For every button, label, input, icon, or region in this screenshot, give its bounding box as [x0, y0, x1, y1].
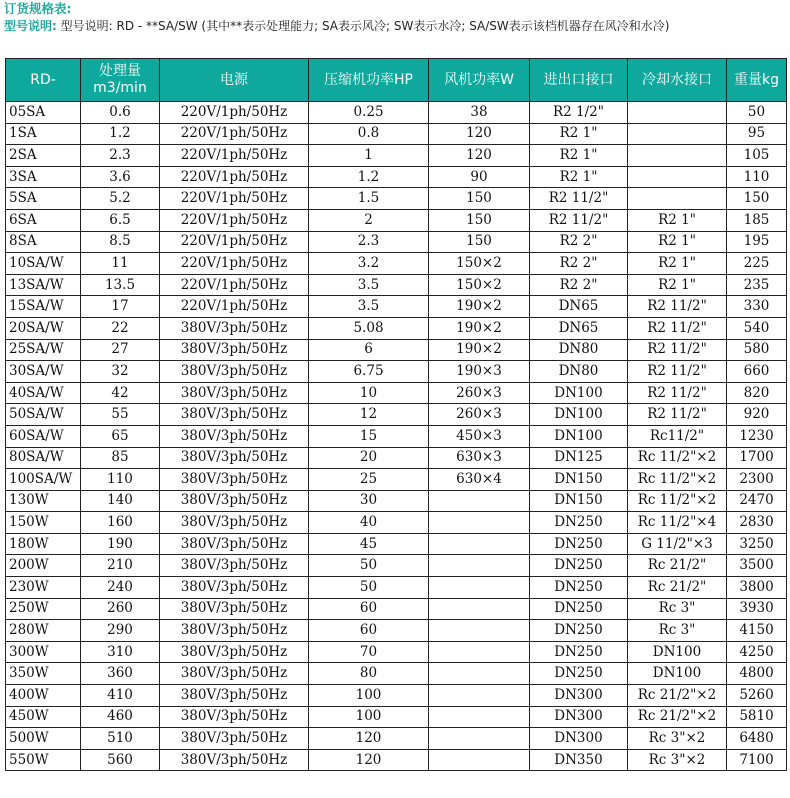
cell-inlet-outlet: DN100 — [530, 382, 628, 404]
cell-inlet-outlet: DN150 — [530, 469, 628, 491]
cell-weight: 235 — [727, 274, 787, 296]
cell-capacity: 85 — [81, 447, 160, 469]
cell-compressor-power: 1.5 — [309, 188, 429, 210]
cell-cooling-water: Rc 3" — [628, 598, 727, 620]
cell-capacity: 42 — [81, 382, 160, 404]
cell-cooling-water: R2 1" — [628, 231, 727, 253]
cell-cooling-water: Rc 3" — [628, 620, 727, 642]
cell-compressor-power: 60 — [309, 598, 429, 620]
cell-weight: 3800 — [727, 577, 787, 599]
cell-capacity: 190 — [81, 533, 160, 555]
cell-power-supply: 380V/3ph/50Hz — [160, 641, 309, 663]
cell-compressor-power: 3.2 — [309, 253, 429, 275]
cell-inlet-outlet: R2 2" — [530, 231, 628, 253]
table-row — [6, 425, 787, 447]
cell-capacity: 2.3 — [81, 145, 160, 167]
cell-weight: 820 — [727, 382, 787, 404]
header-model: RD- — [6, 59, 81, 102]
cell-capacity: 17 — [81, 296, 160, 318]
cell-model: 350W — [6, 663, 81, 685]
cell-capacity: 32 — [81, 361, 160, 383]
cell-capacity: 65 — [81, 425, 160, 447]
cell-fan-power: 190×2 — [429, 317, 530, 339]
cell-compressor-power: 120 — [309, 749, 429, 771]
cell-compressor-power: 80 — [309, 663, 429, 685]
cell-compressor-power: 15 — [309, 425, 429, 447]
cell-cooling-water: R2 1" — [628, 274, 727, 296]
cell-fan-power: 150 — [429, 188, 530, 210]
cell-inlet-outlet: DN300 — [530, 728, 628, 750]
cell-weight: 540 — [727, 317, 787, 339]
table-row — [6, 598, 787, 620]
cell-fan-power — [429, 598, 530, 620]
cell-fan-power — [429, 620, 530, 642]
cell-cooling-water: Rc 11/2"×2 — [628, 469, 727, 491]
table-row — [6, 620, 787, 642]
table-header-row — [6, 59, 787, 102]
cell-power-supply: 380V/3ph/50Hz — [160, 447, 309, 469]
cell-inlet-outlet: DN250 — [530, 641, 628, 663]
cell-capacity: 110 — [81, 469, 160, 491]
cell-inlet-outlet: DN300 — [530, 685, 628, 707]
cell-compressor-power: 100 — [309, 706, 429, 728]
cell-inlet-outlet: R2 2" — [530, 253, 628, 275]
cell-inlet-outlet: R2 1/2" — [530, 102, 628, 124]
cell-cooling-water: Rc 21/2" — [628, 577, 727, 599]
cell-model: 5SA — [6, 188, 81, 210]
cell-power-supply: 220V/1ph/50Hz — [160, 145, 309, 167]
cell-fan-power — [429, 577, 530, 599]
table-row — [6, 663, 787, 685]
table-row — [6, 296, 787, 318]
header-capacity — [81, 59, 160, 102]
table-row — [6, 490, 787, 512]
table-row — [6, 274, 787, 296]
cell-capacity: 6.5 — [81, 209, 160, 231]
table-row — [6, 685, 787, 707]
cell-capacity: 55 — [81, 404, 160, 426]
cell-fan-power — [429, 490, 530, 512]
table-row — [6, 361, 787, 383]
cell-power-supply: 380V/3ph/50Hz — [160, 749, 309, 771]
cell-compressor-power: 70 — [309, 641, 429, 663]
cell-capacity: 140 — [81, 490, 160, 512]
cell-model: 13SA/W — [6, 274, 81, 296]
cell-model: 2SA — [6, 145, 81, 167]
cell-weight: 2830 — [727, 512, 787, 534]
cell-compressor-power: 12 — [309, 404, 429, 426]
cell-weight: 1230 — [727, 425, 787, 447]
cell-fan-power — [429, 512, 530, 534]
cell-model: 100SA/W — [6, 469, 81, 491]
cell-weight: 7100 — [727, 749, 787, 771]
cell-weight: 5810 — [727, 706, 787, 728]
cell-weight: 50 — [727, 102, 787, 124]
cell-compressor-power: 45 — [309, 533, 429, 555]
cell-model: 300W — [6, 641, 81, 663]
cell-power-supply: 380V/3ph/50Hz — [160, 469, 309, 491]
table-row — [6, 209, 787, 231]
cell-weight: 330 — [727, 296, 787, 318]
cell-power-supply: 220V/1ph/50Hz — [160, 123, 309, 145]
table-row — [6, 317, 787, 339]
cell-model: 30SA/W — [6, 361, 81, 383]
table-row — [6, 706, 787, 728]
header-compressor-power: 压缩机功率HP — [309, 59, 429, 102]
cell-weight: 3500 — [727, 555, 787, 577]
page-title: 订货规格表: — [4, 1, 72, 16]
table-row — [6, 166, 787, 188]
table-row — [6, 404, 787, 426]
table-row — [6, 641, 787, 663]
cell-model: 05SA — [6, 102, 81, 124]
table-row — [6, 382, 787, 404]
cell-cooling-water — [628, 188, 727, 210]
cell-cooling-water — [628, 123, 727, 145]
cell-fan-power — [429, 728, 530, 750]
cell-fan-power: 120 — [429, 123, 530, 145]
cell-fan-power: 260×3 — [429, 404, 530, 426]
cell-weight: 1700 — [727, 447, 787, 469]
cell-power-supply: 220V/1ph/50Hz — [160, 296, 309, 318]
cell-model: 25SA/W — [6, 339, 81, 361]
cell-power-supply: 380V/3ph/50Hz — [160, 685, 309, 707]
cell-capacity: 460 — [81, 706, 160, 728]
cell-cooling-water: Rc 21/2"×2 — [628, 685, 727, 707]
table-row — [6, 231, 787, 253]
header-inlet-outlet: 进出口接口 — [530, 59, 628, 102]
header-capacity-unit: m3/min — [93, 80, 147, 96]
cell-fan-power: 450×3 — [429, 425, 530, 447]
cell-model: 130W — [6, 490, 81, 512]
cell-power-supply: 220V/1ph/50Hz — [160, 253, 309, 275]
cell-cooling-water: Rc 21/2"×2 — [628, 706, 727, 728]
cell-weight: 95 — [727, 123, 787, 145]
model-note-text: 型号说明: RD - **SA/SW (其中**表示处理能力; SA表示风冷; SW表示水冷; SA/SW表示该档机器存在风冷和水冷) — [56, 19, 670, 33]
cell-inlet-outlet: DN250 — [530, 533, 628, 555]
cell-weight: 225 — [727, 253, 787, 275]
cell-model: 230W — [6, 577, 81, 599]
cell-cooling-water: R2 11/2" — [628, 404, 727, 426]
cell-inlet-outlet: DN300 — [530, 706, 628, 728]
table-row — [6, 577, 787, 599]
cell-capacity: 1.2 — [81, 123, 160, 145]
cell-fan-power: 120 — [429, 145, 530, 167]
cell-capacity: 210 — [81, 555, 160, 577]
cell-compressor-power: 3.5 — [309, 296, 429, 318]
table-row — [6, 512, 787, 534]
cell-cooling-water: Rc 11/2"×4 — [628, 512, 727, 534]
cell-compressor-power: 30 — [309, 490, 429, 512]
cell-inlet-outlet: DN250 — [530, 598, 628, 620]
cell-power-supply: 220V/1ph/50Hz — [160, 166, 309, 188]
cell-capacity: 360 — [81, 663, 160, 685]
cell-cooling-water: Rc 3"×2 — [628, 749, 727, 771]
cell-model: 3SA — [6, 166, 81, 188]
cell-power-supply: 380V/3ph/50Hz — [160, 533, 309, 555]
cell-weight: 5260 — [727, 685, 787, 707]
cell-cooling-water: DN100 — [628, 663, 727, 685]
cell-compressor-power: 50 — [309, 577, 429, 599]
cell-capacity: 240 — [81, 577, 160, 599]
cell-compressor-power: 50 — [309, 555, 429, 577]
cell-fan-power: 260×3 — [429, 382, 530, 404]
cell-inlet-outlet: R2 2" — [530, 274, 628, 296]
cell-compressor-power: 5.08 — [309, 317, 429, 339]
cell-weight: 3930 — [727, 598, 787, 620]
cell-fan-power: 630×4 — [429, 469, 530, 491]
cell-fan-power: 150×2 — [429, 274, 530, 296]
cell-inlet-outlet: DN250 — [530, 577, 628, 599]
cell-cooling-water: R2 11/2" — [628, 296, 727, 318]
cell-compressor-power: 3.5 — [309, 274, 429, 296]
cell-power-supply: 380V/3ph/50Hz — [160, 663, 309, 685]
cell-inlet-outlet: R2 11/2" — [530, 209, 628, 231]
cell-model: 250W — [6, 598, 81, 620]
cell-weight: 105 — [727, 145, 787, 167]
cell-fan-power: 150×2 — [429, 253, 530, 275]
cell-cooling-water — [628, 102, 727, 124]
cell-power-supply: 380V/3ph/50Hz — [160, 317, 309, 339]
cell-compressor-power: 120 — [309, 728, 429, 750]
table-row — [6, 123, 787, 145]
cell-model: 1SA — [6, 123, 81, 145]
cell-inlet-outlet: DN250 — [530, 555, 628, 577]
cell-fan-power: 190×2 — [429, 296, 530, 318]
cell-compressor-power: 1.2 — [309, 166, 429, 188]
cell-model: 280W — [6, 620, 81, 642]
cell-fan-power: 630×3 — [429, 447, 530, 469]
cell-power-supply: 220V/1ph/50Hz — [160, 188, 309, 210]
cell-power-supply: 380V/3ph/50Hz — [160, 598, 309, 620]
header-weight: 重量kg — [727, 59, 787, 102]
cell-inlet-outlet: DN65 — [530, 296, 628, 318]
cell-compressor-power: 2 — [309, 209, 429, 231]
cell-power-supply: 220V/1ph/50Hz — [160, 231, 309, 253]
cell-power-supply: 380V/3ph/50Hz — [160, 425, 309, 447]
cell-weight: 4250 — [727, 641, 787, 663]
cell-model: 200W — [6, 555, 81, 577]
cell-model: 450W — [6, 706, 81, 728]
cell-weight: 660 — [727, 361, 787, 383]
cell-inlet-outlet: R2 11/2" — [530, 188, 628, 210]
cell-model: 400W — [6, 685, 81, 707]
cell-inlet-outlet: DN100 — [530, 425, 628, 447]
table-row — [6, 447, 787, 469]
cell-model: 550W — [6, 749, 81, 771]
cell-capacity: 13.5 — [81, 274, 160, 296]
cell-weight: 110 — [727, 166, 787, 188]
cell-fan-power — [429, 685, 530, 707]
cell-compressor-power: 40 — [309, 512, 429, 534]
cell-capacity: 510 — [81, 728, 160, 750]
cell-cooling-water: R2 1" — [628, 209, 727, 231]
cell-fan-power: 90 — [429, 166, 530, 188]
cell-capacity: 27 — [81, 339, 160, 361]
cell-weight: 4800 — [727, 663, 787, 685]
header-cooling-water: 冷却水接口 — [628, 59, 727, 102]
cell-power-supply: 220V/1ph/50Hz — [160, 102, 309, 124]
cell-weight: 4150 — [727, 620, 787, 642]
cell-inlet-outlet: DN250 — [530, 512, 628, 534]
cell-capacity: 410 — [81, 685, 160, 707]
cell-weight: 195 — [727, 231, 787, 253]
cell-model: 15SA/W — [6, 296, 81, 318]
cell-power-supply: 380V/3ph/50Hz — [160, 555, 309, 577]
cell-fan-power: 150 — [429, 231, 530, 253]
cell-model: 40SA/W — [6, 382, 81, 404]
cell-power-supply: 380V/3ph/50Hz — [160, 490, 309, 512]
cell-compressor-power: 10 — [309, 382, 429, 404]
cell-weight: 2300 — [727, 469, 787, 491]
cell-model: 150W — [6, 512, 81, 534]
cell-cooling-water: DN100 — [628, 641, 727, 663]
cell-compressor-power: 20 — [309, 447, 429, 469]
cell-model: 10SA/W — [6, 253, 81, 275]
cell-power-supply: 380V/3ph/50Hz — [160, 382, 309, 404]
cell-weight: 6480 — [727, 728, 787, 750]
cell-model: 80SA/W — [6, 447, 81, 469]
cell-model: 180W — [6, 533, 81, 555]
table-row — [6, 728, 787, 750]
cell-power-supply: 220V/1ph/50Hz — [160, 274, 309, 296]
cell-power-supply: 380V/3ph/50Hz — [160, 339, 309, 361]
cell-model: 60SA/W — [6, 425, 81, 447]
cell-cooling-water: G 11/2"×3 — [628, 533, 727, 555]
cell-fan-power — [429, 555, 530, 577]
cell-model: 8SA — [6, 231, 81, 253]
cell-power-supply: 220V/1ph/50Hz — [160, 209, 309, 231]
cell-capacity: 3.6 — [81, 166, 160, 188]
cell-capacity: 290 — [81, 620, 160, 642]
cell-cooling-water: Rc 11/2"×2 — [628, 447, 727, 469]
cell-inlet-outlet: DN125 — [530, 447, 628, 469]
cell-fan-power: 150 — [429, 209, 530, 231]
cell-inlet-outlet: DN250 — [530, 620, 628, 642]
cell-capacity: 11 — [81, 253, 160, 275]
cell-power-supply: 380V/3ph/50Hz — [160, 620, 309, 642]
cell-weight: 150 — [727, 188, 787, 210]
table-row — [6, 469, 787, 491]
cell-cooling-water: R2 11/2" — [628, 382, 727, 404]
cell-cooling-water: Rc 21/2" — [628, 555, 727, 577]
cell-compressor-power: 2.3 — [309, 231, 429, 253]
cell-weight: 580 — [727, 339, 787, 361]
cell-inlet-outlet: DN80 — [530, 339, 628, 361]
cell-weight: 2470 — [727, 490, 787, 512]
header-capacity-label: 处理量 — [99, 63, 141, 79]
cell-compressor-power: 100 — [309, 685, 429, 707]
cell-power-supply: 380V/3ph/50Hz — [160, 706, 309, 728]
cell-capacity: 260 — [81, 598, 160, 620]
cell-compressor-power: 1 — [309, 145, 429, 167]
cell-capacity: 5.2 — [81, 188, 160, 210]
cell-cooling-water — [628, 166, 727, 188]
cell-power-supply: 380V/3ph/50Hz — [160, 512, 309, 534]
cell-fan-power — [429, 533, 530, 555]
cell-cooling-water: R2 11/2" — [628, 339, 727, 361]
table-row — [6, 145, 787, 167]
cell-inlet-outlet: R2 1" — [530, 145, 628, 167]
header-power-supply: 电源 — [160, 59, 309, 102]
table-row — [6, 253, 787, 275]
cell-power-supply: 380V/3ph/50Hz — [160, 361, 309, 383]
cell-inlet-outlet: DN80 — [530, 361, 628, 383]
table-body — [6, 102, 787, 771]
cell-compressor-power: 0.25 — [309, 102, 429, 124]
table-row — [6, 188, 787, 210]
header-fan-power: 风机功率W — [429, 59, 530, 102]
model-note — [4, 18, 669, 34]
cell-fan-power — [429, 749, 530, 771]
cell-cooling-water — [628, 145, 727, 167]
cell-inlet-outlet: R2 1" — [530, 166, 628, 188]
cell-inlet-outlet: R2 1" — [530, 123, 628, 145]
cell-compressor-power: 25 — [309, 469, 429, 491]
cell-cooling-water: R2 1" — [628, 253, 727, 275]
cell-cooling-water: Rc11/2" — [628, 425, 727, 447]
cell-capacity: 22 — [81, 317, 160, 339]
cell-fan-power — [429, 663, 530, 685]
cell-cooling-water: R2 11/2" — [628, 317, 727, 339]
cell-model: 20SA/W — [6, 317, 81, 339]
cell-weight: 185 — [727, 209, 787, 231]
cell-model: 50SA/W — [6, 404, 81, 426]
table-row — [6, 555, 787, 577]
cell-power-supply: 380V/3ph/50Hz — [160, 728, 309, 750]
cell-capacity: 560 — [81, 749, 160, 771]
model-note-label: 型号说明: — [4, 19, 57, 33]
cell-fan-power — [429, 641, 530, 663]
cell-fan-power: 190×3 — [429, 361, 530, 383]
cell-compressor-power: 6 — [309, 339, 429, 361]
cell-capacity: 160 — [81, 512, 160, 534]
cell-inlet-outlet: DN250 — [530, 663, 628, 685]
cell-model: 6SA — [6, 209, 81, 231]
cell-inlet-outlet: DN150 — [530, 490, 628, 512]
table-row — [6, 749, 787, 771]
cell-compressor-power: 0.8 — [309, 123, 429, 145]
cell-inlet-outlet: DN100 — [530, 404, 628, 426]
cell-cooling-water: Rc 11/2"×2 — [628, 490, 727, 512]
cell-power-supply: 380V/3ph/50Hz — [160, 404, 309, 426]
cell-capacity: 8.5 — [81, 231, 160, 253]
cell-cooling-water: Rc 3"×2 — [628, 728, 727, 750]
cell-capacity: 0.6 — [81, 102, 160, 124]
table-row — [6, 533, 787, 555]
cell-inlet-outlet: DN350 — [530, 749, 628, 771]
cell-fan-power: 190×2 — [429, 339, 530, 361]
cell-model: 500W — [6, 728, 81, 750]
cell-fan-power — [429, 706, 530, 728]
cell-capacity: 310 — [81, 641, 160, 663]
cell-weight: 3250 — [727, 533, 787, 555]
cell-power-supply: 380V/3ph/50Hz — [160, 577, 309, 599]
cell-cooling-water: R2 11/2" — [628, 361, 727, 383]
cell-weight: 920 — [727, 404, 787, 426]
cell-inlet-outlet: DN65 — [530, 317, 628, 339]
table-row — [6, 339, 787, 361]
spec-table — [5, 58, 787, 771]
cell-fan-power: 38 — [429, 102, 530, 124]
table-row — [6, 102, 787, 124]
cell-compressor-power: 60 — [309, 620, 429, 642]
cell-compressor-power: 6.75 — [309, 361, 429, 383]
